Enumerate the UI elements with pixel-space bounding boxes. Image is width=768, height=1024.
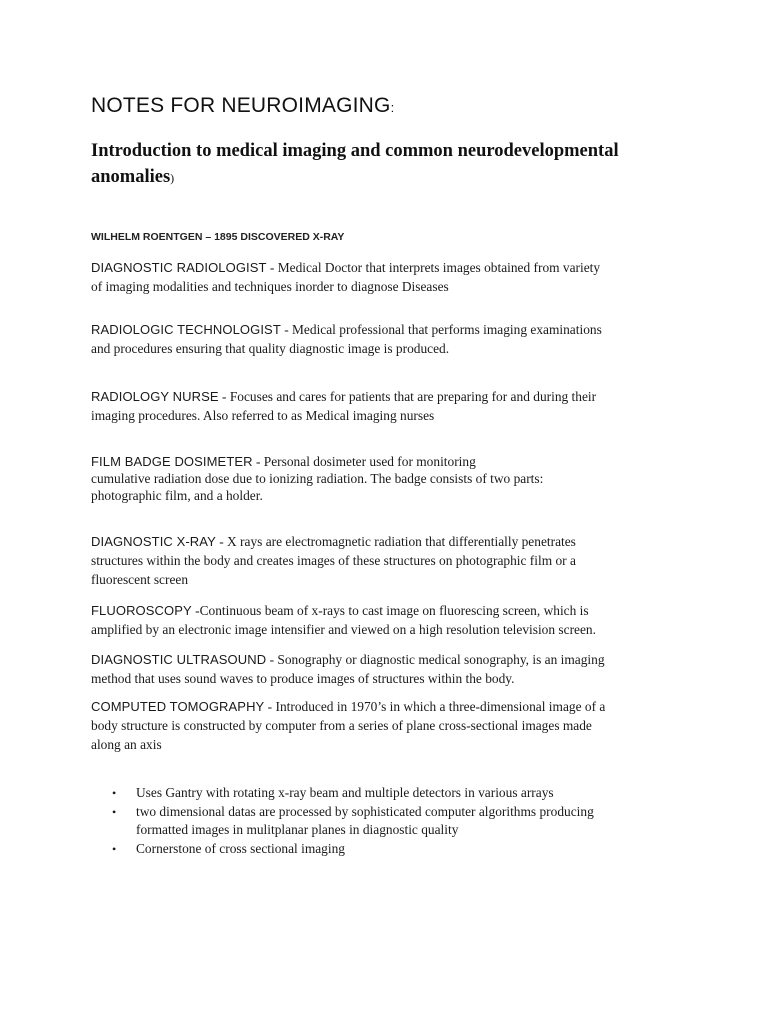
entry-diagnostic-xray [91,532,681,589]
page-title [91,94,394,118]
entry-term: RADIOLOGIC TECHNOLOGIST [91,322,281,337]
list-item [112,840,692,859]
entry-text: photographic film, and a holder. [91,488,263,503]
list-item-text: formatted images in mulitplanar planes in diagnostic quality [136,822,459,837]
entry-text: - Personal dosimeter used for monitoring [252,454,476,469]
entry-text: fluorescent screen [91,572,189,587]
entry-text: body structure is constructed by computer from a series of plane cross-sectional images made [91,718,592,733]
list-item [112,803,692,840]
entry-line [91,387,681,406]
entry-text: - Introduced in 1970’s in which a three-dimensional image of a [264,699,606,714]
bullet-icon: • [112,804,117,819]
entry-text: of imaging modalities and techniques inorder to diagnose Diseases [91,279,449,294]
ct-bullet-list [112,784,692,858]
entry-term: COMPUTED TOMOGRAPHY [91,699,265,714]
subtitle-paren: ) [170,171,175,185]
list-item [112,784,692,803]
entry-fluoroscopy [91,601,681,639]
entry-line [91,697,681,716]
entry-computed-tomography [91,697,681,754]
subtitle-line-2: anomalies [91,167,171,187]
entry-radiology-nurse [91,387,681,425]
entry-term: DIAGNOSTIC X-RAY [91,534,216,549]
entry-line [91,258,681,277]
entry-line [91,650,681,669]
entry-line [91,453,681,470]
entry-term: DIAGNOSTIC RADIOLOGIST [91,260,267,275]
entry-text: - Medical Doctor that interprets images obtained from variety [266,260,601,275]
entry-text: - Focuses and cares for patients that are preparing for and during their [218,389,597,404]
entry-text: and procedures ensuring that quality diagnostic image is produced. [91,341,450,356]
entry-text: - X rays are electromagnetic radiation that differentially penetrates [215,534,576,549]
entry-term: RADIOLOGY NURSE [91,389,219,404]
entry-term: FILM BADGE DOSIMETER [91,454,253,469]
entry-diagnostic-ultrasound [91,650,681,688]
entry-line [91,532,681,551]
entry-text: - Sonography or diagnostic medical sonography, is an imaging [266,652,605,667]
page-title-colon: : [390,100,395,115]
entry-text: - Medical professional that performs imaging examinations [280,322,602,337]
entry-term: DIAGNOSTIC ULTRASOUND [91,652,267,667]
entry-text: method that uses sound waves to produce images of structures within the body. [91,671,515,686]
entry-film-badge-dosimeter [91,453,681,504]
entry-text: structures within the body and creates images of these structures on photographic film or a [91,553,576,568]
list-item-text: Uses Gantry with rotating x-ray beam and multiple detectors in various arrays [136,785,554,800]
list-item-text: Cornerstone of cross sectional imaging [136,840,345,856]
bullet-icon: • [112,786,117,800]
entry-text: -Continuous beam of x-rays to cast image on fluorescing screen, which is [191,603,589,618]
entry-diagnostic-radiologist [91,258,681,296]
roentgen-heading: WILHELM ROENTGEN – 1895 DISCOVERED X-RAY [91,231,345,243]
entry-text: along an axis [91,737,162,752]
page-title-text: NOTES FOR NEUROIMAGING [91,94,391,117]
entry-term: FLUOROSCOPY [91,603,192,618]
entry-text: imaging procedures. Also referred to as Medical imaging nurses [91,408,435,423]
subtitle-line-1: Introduction to medical imaging and common neurodevelopmental [91,141,619,161]
list-item-text: two dimensional datas are processed by sophisticated computer algorithms producing [136,803,594,819]
entry-text: amplified by an electronic image intensifier and viewed on a high resolution television screen. [91,622,596,637]
entry-radiologic-technologist [91,320,681,358]
page-subtitle [91,138,691,191]
entry-line [91,320,681,339]
entry-line [91,601,681,620]
entry-text: cumulative radiation dose due to ionizing radiation. The badge consists of two parts: [91,471,544,486]
bullet-icon: • [112,841,117,856]
